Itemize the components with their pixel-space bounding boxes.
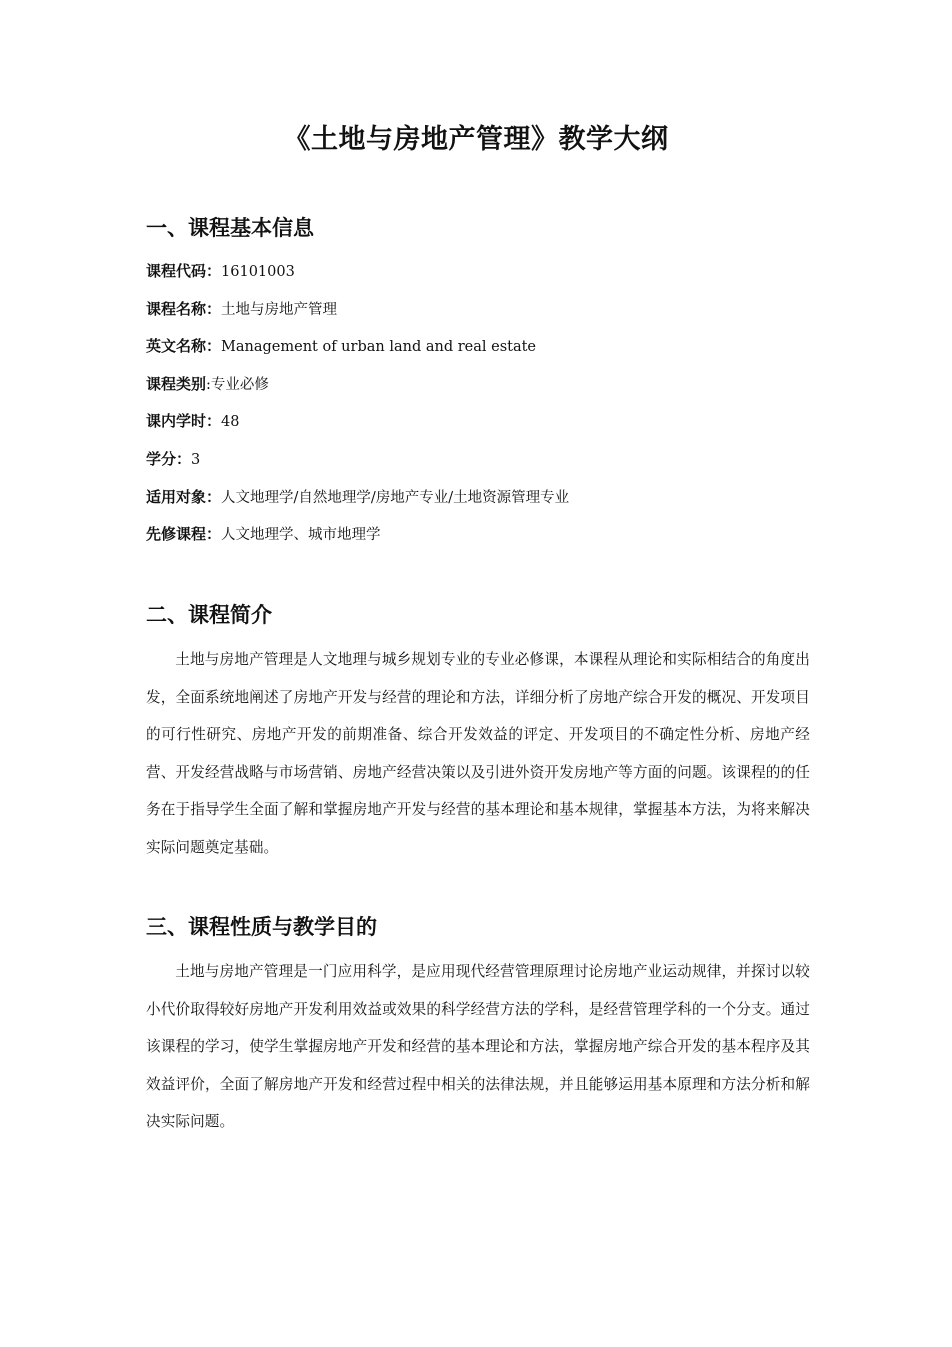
info-separator: ： (206, 299, 222, 318)
info-row-course-code (146, 258, 826, 296)
info-separator: ： (176, 449, 192, 468)
info-value: 土地与房地产管理 (221, 301, 338, 318)
info-row-course-category (146, 371, 826, 409)
info-row-english-name (146, 333, 826, 371)
section-heading-nature-objectives: 三、课程性质与教学目的 (146, 915, 377, 939)
info-separator: ： (206, 487, 222, 506)
info-separator: ： (206, 412, 222, 431)
info-label: 课程代码 (146, 262, 207, 280)
info-label: 学分 (146, 449, 177, 468)
info-separator: ： (206, 525, 222, 544)
info-value: 人文地理学、城市地理学 (221, 527, 381, 544)
section-heading-basic-info: 一、课程基本信息 (146, 216, 314, 240)
info-label: 先修课程 (146, 525, 207, 544)
info-label: 课程类别 (146, 374, 207, 393)
info-value: 人文地理学/自然地理学/房地产专业/土地资源管理专业 (221, 489, 570, 506)
info-label: 适用对象 (146, 487, 207, 506)
section-heading-course-intro: 二、课程简介 (146, 603, 272, 627)
info-value: 48 (221, 414, 240, 431)
info-row-credits (146, 446, 826, 484)
info-row-target-audience (146, 484, 826, 522)
document-title: 《土地与房地产管理》教学大纲 (283, 124, 669, 155)
info-separator: : (206, 376, 211, 393)
info-label: 课程名称 (146, 299, 207, 318)
info-value: 专业必修 (210, 376, 269, 393)
info-separator: ： (206, 262, 222, 280)
info-label: 英文名称 (146, 337, 207, 356)
info-row-prerequisites (146, 521, 826, 559)
info-value: Management of urban land and real estate (221, 339, 537, 356)
info-value: 16101003 (221, 264, 295, 280)
info-label: 课内学时 (146, 412, 207, 431)
nature-objectives-paragraph: 土地与房地产管理是一门应用科学，是应用现代经营管理原理讨论房地产业运动规律，并探讨以较小代价取得较好房地产开发利用效益或效果的科学经营方法的学科，是经营管理学科的一个分支。通过该课程的学习，使学生掌握房地产开发和经营的基本理论和方法，掌握房地产综合开发的基本程序及其效益评价，全面了解房地产开发和经营过程中相关的法律法规，并且能够运用基本原理和方法分析和解决实际问题。 (146, 963, 810, 1131)
info-row-class-hours (146, 408, 826, 446)
info-row-course-name (146, 296, 826, 334)
course-info-list (146, 258, 826, 559)
info-value: 3 (191, 451, 201, 468)
info-separator: ： (206, 337, 222, 356)
course-intro-paragraph: 土地与房地产管理是人文地理与城乡规划专业的专业必修课，本课程从理论和实际相结合的角度出发，全面系统地阐述了房地产开发与经营的理论和方法，详细分析了房地产综合开发的概况、开发项目的可行性研究、房地产开发的前期准备、综合开发效益的评定、开发项目的不确定性分析、房地产经营、开发经营战略与市场营销、房地产经营决策以及引进外资开发房地产等方面的问题。该课程的的任务在于指导学生全面了解和掌握房地产开发与经营的基本理论和基本规律，掌握基本方法，为将来解决实际问题奠定基础。 (146, 651, 810, 856)
